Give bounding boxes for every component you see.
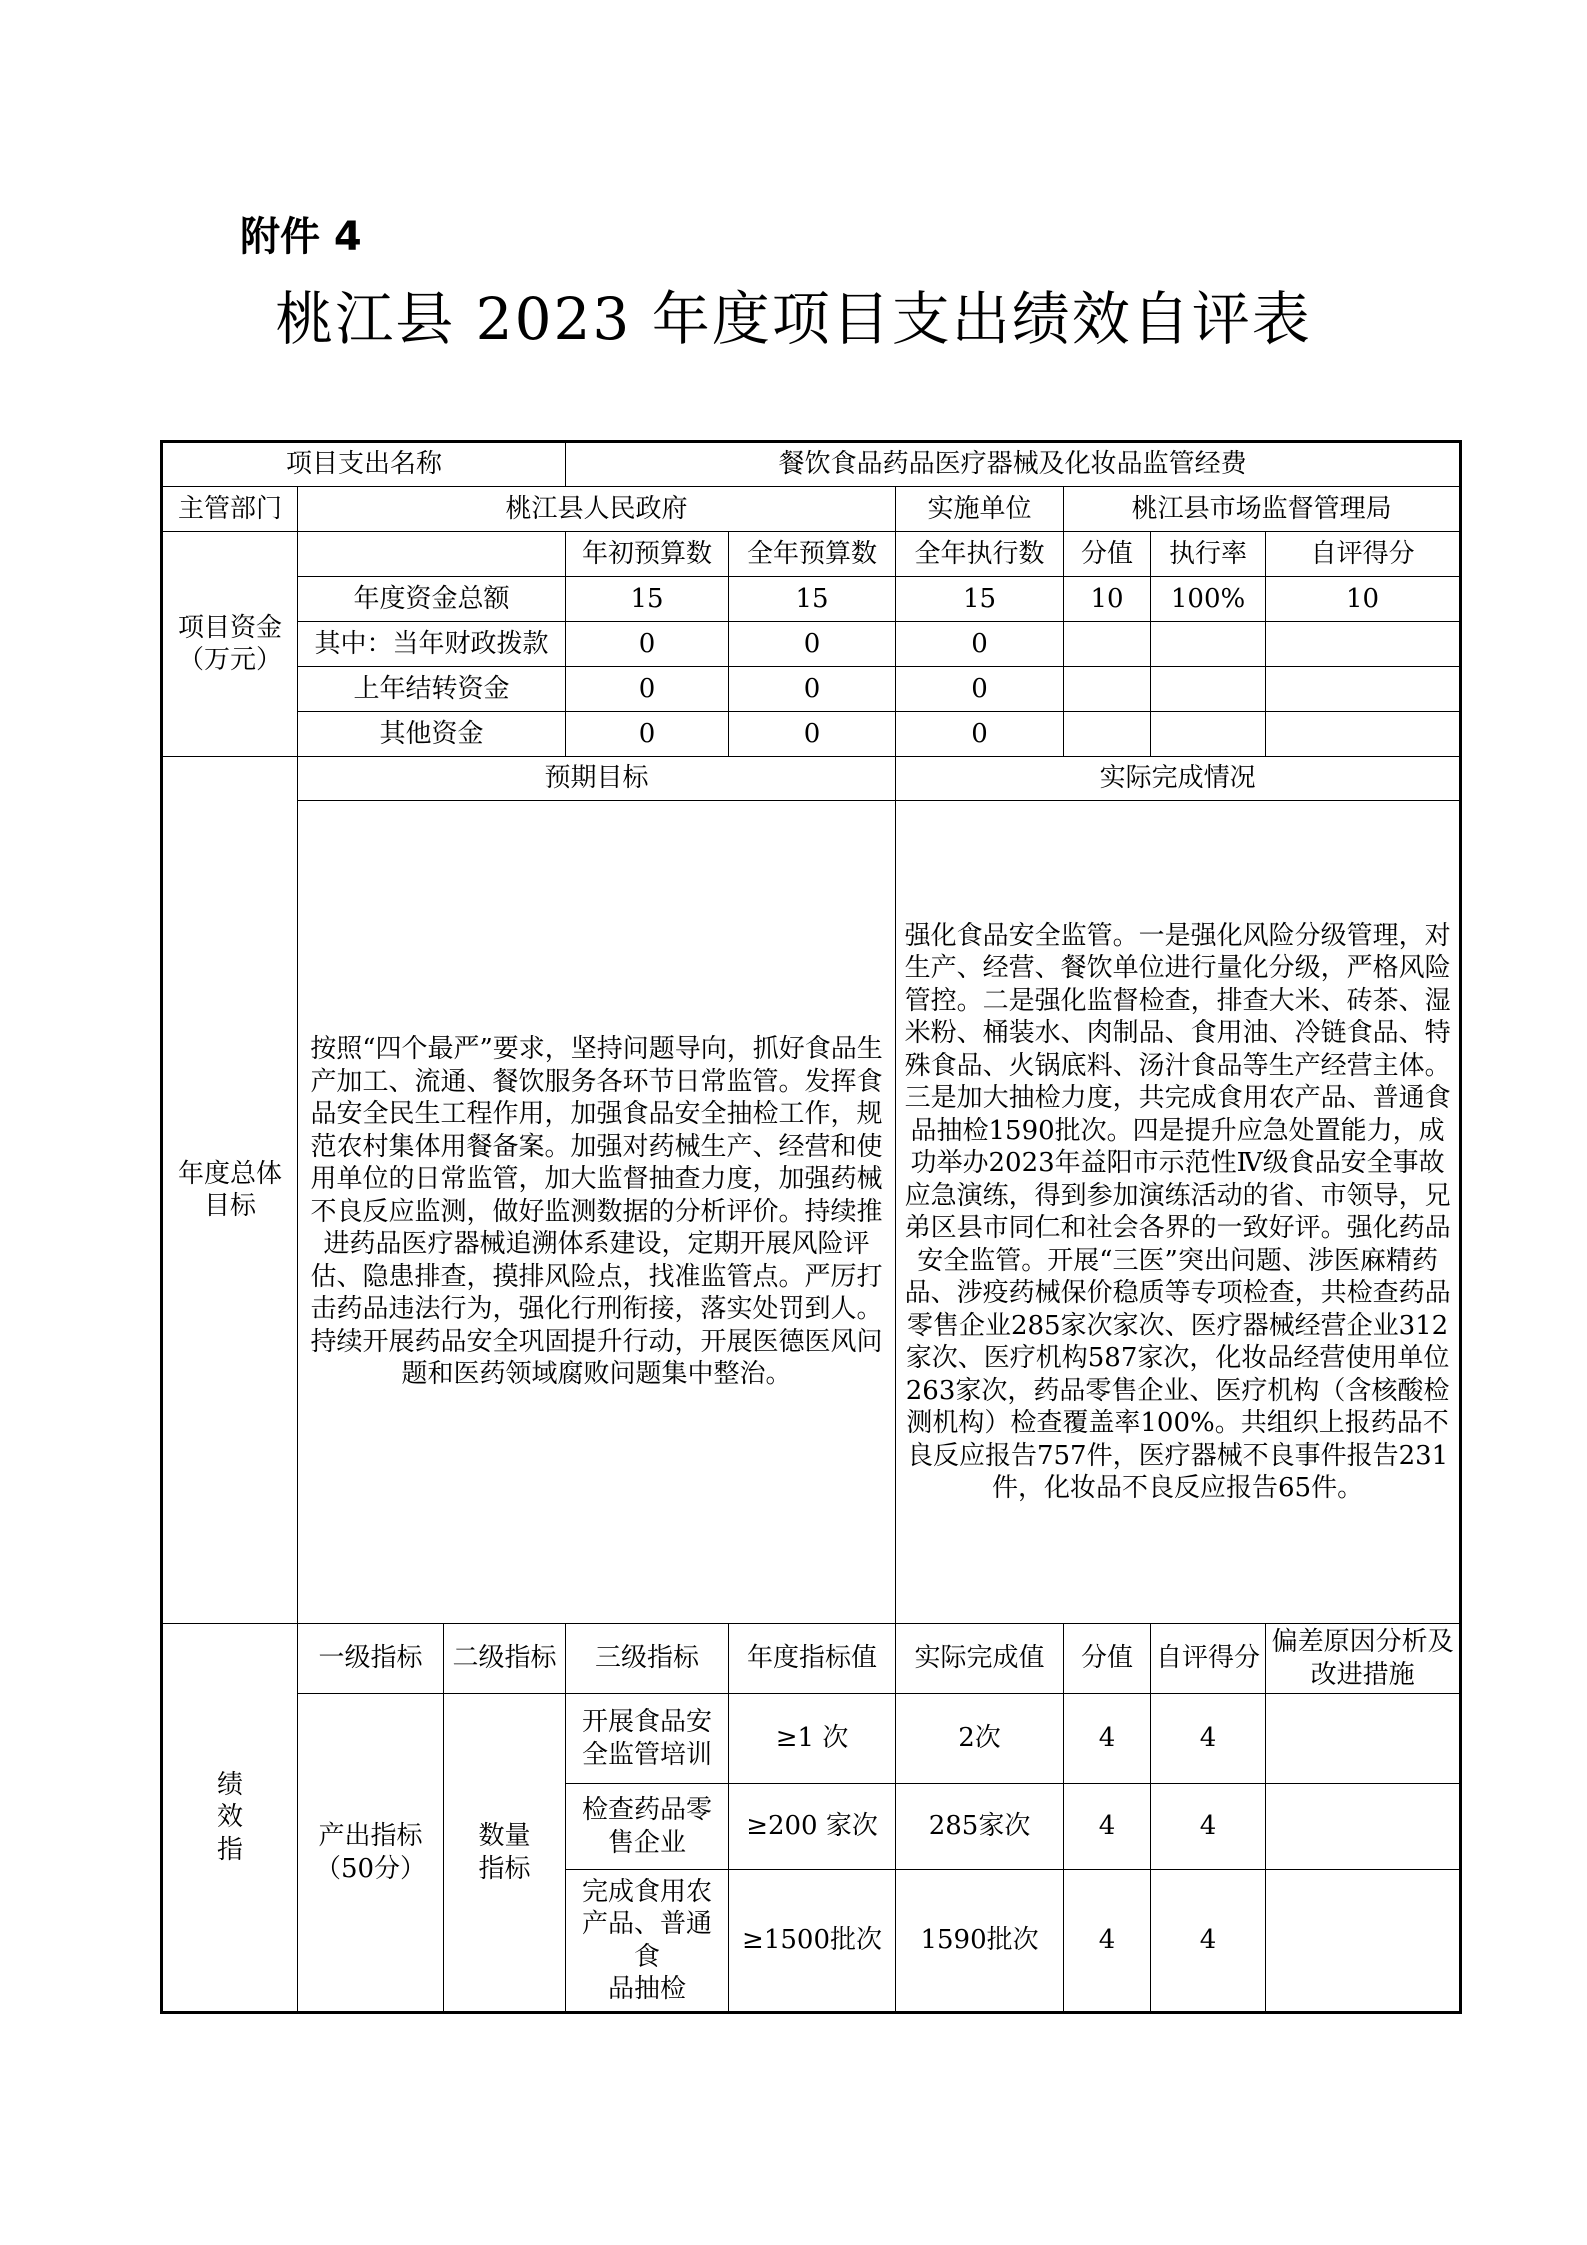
- level3-line: 售企业: [608, 1827, 687, 1858]
- actual-result-text: 强化食品安全监管。一是强化风险分级管理，对生产、经营、餐饮单位进行量化分级，严格风险管控。二是强化监督检查，排查大米、砖茶、湿米粉、桶装水、肉制品、食用油、冷链食品、特殊食品、火锅底料、汤汁食品等生产经营主体。三是加大抽检力度，共完成食用农产品、普通食品抽检1590批次。四是提升应急处置能力，成功举办2023年益阳市示范性Ⅳ级食品安全事故应急演练，得到参加演练活动的省、市领导，兄弟区县市同仁和社会各界的一致好评。强化药品安全监管。开展“三医”突出问题、涉医麻精药品、涉疫药械保价稳质等专项检查，共检查药品零售企业285家次家次、医疗器械经营企业312家次、医疗机构587家次，化妆品经营使用单位263家次，药品零售企业、医疗机构（含核酸检测机构）检查覆盖率100%。共组织上报药品不良反应报告757件，医疗器械不良事件报告231件，化妆品不良反应报告65件。: [896, 801, 1461, 1624]
- funds-cell: [1266, 667, 1461, 712]
- funds-cell: 0: [896, 667, 1064, 712]
- annual-target-value: ≥1500批次: [729, 1870, 896, 2013]
- funds-cell: 100%: [1151, 577, 1266, 622]
- funds-cell: 15: [896, 577, 1064, 622]
- dept-value: 桃江县人民政府: [298, 487, 896, 532]
- funds-cell: [1064, 667, 1151, 712]
- project-name-row: [162, 442, 1461, 487]
- level3-line: 开展食品安: [582, 1707, 713, 1737]
- funds-header-blank: [298, 532, 566, 577]
- project-name-value: 餐饮食品药品医疗器械及化妆品监管经费: [566, 442, 1461, 487]
- level3-line: 产品、普通食: [582, 1909, 713, 1972]
- funds-row: [162, 667, 1461, 712]
- funds-header-cell: 分值: [1064, 532, 1151, 577]
- funds-row-label: 年度资金总额: [298, 577, 566, 622]
- deviation-note: [1266, 1870, 1461, 2013]
- self-score-value: 4: [1151, 1784, 1266, 1870]
- funds-cell: [1151, 712, 1266, 757]
- funds-row: [162, 622, 1461, 667]
- funds-row-label: 上年结转资金: [298, 667, 566, 712]
- funds-cell: [1151, 667, 1266, 712]
- funds-cell: 0: [896, 622, 1064, 667]
- funds-header-cell: 自评得分: [1266, 532, 1461, 577]
- level3-indicator: [566, 1870, 729, 2013]
- funds-cell: [1151, 622, 1266, 667]
- level1-line2: （50分）: [314, 1853, 427, 1884]
- indicator-header-cell: 自评得分: [1151, 1624, 1266, 1694]
- level3-line: 完成食用农: [582, 1876, 713, 1907]
- funds-cell: 10: [1266, 577, 1461, 622]
- funds-cell: 10: [1064, 577, 1151, 622]
- level3-line: 全监管培训: [582, 1739, 713, 1770]
- expected-goal-header: 预期目标: [298, 757, 896, 801]
- funds-header-cell: 年初预算数: [566, 532, 729, 577]
- expected-goal-text: 按照“四个最严”要求，坚持问题导向，抓好食品生产加工、流通、餐饮服务各环节日常监管。发挥食品安全民生工程作用，加强食品安全抽检工作，规范农村集体用餐备案。加强对药械生产、经营和使用单位的日常监管，加大监督抽查力度，加强药械不良反应监测，做好监测数据的分析评价。持续推进药品医疗器械追溯体系建设，定期开展风险评估、隐患排查，摸排风险点，找准监管点。严厉打击药品违法行为，强化行刑衔接，落实处罚到人。持续开展药品安全巩固提升行动，开展医德医风问题和医药领域腐败问题集中整治。: [298, 801, 896, 1624]
- self-score-value: 4: [1151, 1870, 1266, 2013]
- indicator-row: [162, 1694, 1461, 1784]
- funds-section-label: [162, 532, 298, 757]
- deviation-note: [1266, 1784, 1461, 1870]
- indicator-side-char: 指: [216, 1834, 243, 1865]
- annual-target-value: ≥200 家次: [729, 1784, 896, 1870]
- funds-row: [162, 712, 1461, 757]
- level2-indicator: [444, 1694, 566, 2013]
- score-value: 4: [1064, 1784, 1151, 1870]
- indicator-header-cell: 二级指标: [444, 1624, 566, 1694]
- goals-content-row: [162, 801, 1461, 1624]
- actual-value: 1590批次: [896, 1870, 1064, 2013]
- funds-header-cell: 执行率: [1151, 532, 1266, 577]
- goals-section-label: [162, 757, 298, 1624]
- funds-cell: [1266, 622, 1461, 667]
- level2-line1: 数量: [478, 1821, 531, 1851]
- funds-row: [162, 577, 1461, 622]
- dept-label: 主管部门: [162, 487, 298, 532]
- actual-result-header: 实际完成情况: [896, 757, 1461, 801]
- funds-cell: [1064, 712, 1151, 757]
- indicator-header-cell: 三级指标: [566, 1624, 729, 1694]
- score-value: 4: [1064, 1870, 1151, 2013]
- indicator-side-char: 绩: [216, 1769, 243, 1800]
- document-title: 桃江县 2023 年度项目支出绩效自评表: [275, 285, 1312, 353]
- funds-cell: 0: [566, 667, 729, 712]
- indicator-header-cell: 分值: [1064, 1624, 1151, 1694]
- funds-header-row: [162, 532, 1461, 577]
- actual-value: 285家次: [896, 1784, 1064, 1870]
- department-row: [162, 487, 1461, 532]
- indicator-header-cell: 偏差原因分析及改进措施: [1266, 1624, 1461, 1694]
- funds-header-cell: 全年预算数: [729, 532, 896, 577]
- funds-cell: 15: [729, 577, 896, 622]
- indicator-section-label: [162, 1624, 298, 2013]
- score-value: 4: [1064, 1694, 1151, 1784]
- indicator-header-cell: 实际完成值: [896, 1624, 1064, 1694]
- deviation-note: [1266, 1694, 1461, 1784]
- project-name-label: 项目支出名称: [162, 442, 566, 487]
- attachment-label: 附件 4: [240, 214, 362, 260]
- level3-line: 品抽检: [608, 1974, 687, 2004]
- impl-value: 桃江县市场监督管理局: [1064, 487, 1461, 532]
- funds-cell: 15: [566, 577, 729, 622]
- funds-cell: [1064, 622, 1151, 667]
- self-evaluation-table: [160, 440, 1462, 2014]
- funds-cell: 0: [566, 622, 729, 667]
- annual-target-value: ≥1 次: [729, 1694, 896, 1784]
- level3-line: 检查药品零: [582, 1795, 713, 1825]
- indicator-header-cell: 年度指标值: [729, 1624, 896, 1694]
- indicator-header-cell: 一级指标: [298, 1624, 444, 1694]
- level2-line2: 指标: [478, 1853, 531, 1884]
- goals-header-row: [162, 757, 1461, 801]
- funds-label-line1: 项目资金: [177, 612, 282, 643]
- self-score-value: 4: [1151, 1694, 1266, 1784]
- level3-indicator: [566, 1784, 729, 1870]
- indicator-side-char: 效: [216, 1802, 243, 1833]
- impl-label: 实施单位: [896, 487, 1064, 532]
- indicator-header-row: [162, 1624, 1461, 1694]
- funds-cell: 0: [566, 712, 729, 757]
- funds-label-line2: （万元）: [177, 645, 282, 675]
- level1-line1: 产出指标: [318, 1821, 423, 1851]
- goals-label-line2: 目标: [203, 1191, 256, 1221]
- funds-cell: 0: [729, 712, 896, 757]
- goals-label-line1: 年度总体: [177, 1158, 282, 1189]
- funds-row-label: 其他资金: [298, 712, 566, 757]
- funds-cell: [1266, 712, 1461, 757]
- funds-cell: 0: [896, 712, 1064, 757]
- actual-value: 2次: [896, 1694, 1064, 1784]
- funds-header-cell: 全年执行数: [896, 532, 1064, 577]
- funds-cell: 0: [729, 667, 896, 712]
- level1-indicator: [298, 1694, 444, 2013]
- level3-indicator: [566, 1694, 729, 1784]
- funds-row-label: 其中：当年财政拨款: [298, 622, 566, 667]
- funds-cell: 0: [729, 622, 896, 667]
